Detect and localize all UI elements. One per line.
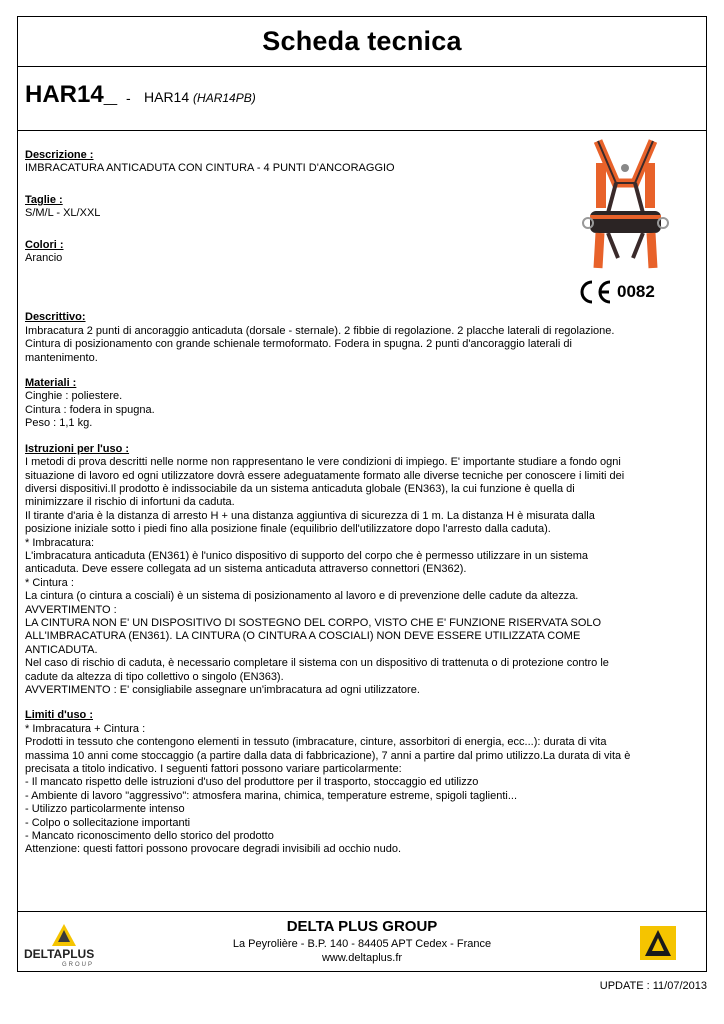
delta-triangle-icon bbox=[640, 926, 676, 960]
section-line: Peso : 1,1 kg. bbox=[25, 417, 93, 430]
section-line: - Il mancato rispetto delle istruzioni d'uso del produttore per il trasporto, stoccaggio ed utilizzo bbox=[25, 776, 479, 789]
section-heading: Istruzioni per l'uso : bbox=[25, 442, 130, 455]
section-line: ALL'IMBRACATURA (EN361). LA CINTURA (O CINTURA A COSCIALI) NON DEVE ESSERE UTILIZZATA COME bbox=[25, 630, 581, 643]
section-line: AVVERTIMENTO : bbox=[25, 603, 117, 616]
section-line: situazione di lavoro ed ogni utilizzatore dovrà essere adeguatamente formato alle diverse tecniche per conoscere i limiti dei bbox=[25, 469, 625, 482]
section-line: Arancio bbox=[25, 252, 63, 265]
section-line: * Cintura : bbox=[25, 576, 74, 589]
section-materiali bbox=[25, 377, 695, 431]
company-website[interactable]: www.deltaplus.fr bbox=[321, 952, 403, 964]
section-heading: Materiali : bbox=[25, 377, 77, 390]
section-line: - Mancato riconoscimento dello storico del prodotto bbox=[25, 830, 274, 843]
section-line: Cintura di posizionamento con grande schienale termoformato. Fodera in spugna. 2 punti d'ancoraggio laterali di bbox=[25, 338, 572, 351]
section-line: Cintura : fodera in spugna. bbox=[25, 403, 155, 416]
section-taglie bbox=[25, 194, 695, 221]
section-descrizione bbox=[25, 149, 695, 176]
section-line: Cinghie : poliestere. bbox=[25, 390, 123, 403]
section-line: La cintura (o cintura a cosciali) è un sistema di posizionamento al lavoro e di prevenzione delle cadute da altezza. bbox=[25, 590, 579, 603]
section-line: I metodi di prova descritti nelle norme non rappresentano le vere condizioni di impiego. E' importante studiare a fondo ogni bbox=[25, 456, 621, 469]
content-area bbox=[25, 133, 695, 857]
section-line: - Ambiente di lavoro "aggressivo": atmosfera marina, chimica, temperature estreme, spigoli taglienti... bbox=[25, 789, 518, 802]
section-line: mantenimento. bbox=[25, 351, 98, 364]
code-separator: - bbox=[126, 90, 131, 106]
section-line: Nel caso di rischio di caduta, è necessario completare il sistema con un dispositivo di trattenuta o di protezione contro le bbox=[25, 657, 609, 670]
datasheet-frame bbox=[17, 16, 707, 972]
section-line: - Utilizzo particolarmente intenso bbox=[25, 803, 185, 816]
section-line: minimizzare il rischio di infortuni da caduta. bbox=[25, 496, 235, 509]
section-line: Il tirante d'aria è la distanza di arresto H + una distanza aggiuntiva di sicurezza di 1 m. La distanza H è misurata dalla bbox=[25, 509, 595, 522]
section-descrittivo bbox=[25, 311, 695, 365]
section-heading: Taglie : bbox=[25, 193, 63, 206]
section-line: diversi dispositivi.Il prodotto è indissociabile da un sistema anticaduta globale (EN363), la cui funzione è quella di bbox=[25, 482, 575, 495]
company-name: DELTA PLUS GROUP bbox=[286, 918, 438, 935]
product-code-bar bbox=[18, 67, 706, 131]
logo-subtitle: GROUP bbox=[62, 962, 95, 968]
section-line: S/M/L - XL/XXL bbox=[25, 207, 101, 220]
section-heading: Descrittivo: bbox=[25, 311, 86, 324]
section-line: precisata a titolo indicativo. I seguenti fattori possono variare particolarmente: bbox=[25, 763, 402, 776]
section-limiti bbox=[25, 709, 695, 856]
section-line: * Imbracatura + Cintura : bbox=[25, 722, 146, 735]
section-line: L'imbracatura anticaduta (EN361) è l'unico dispositivo di supporto del corpo che è permesso utilizzare in un sistema bbox=[25, 549, 589, 562]
section-istruzioni bbox=[25, 443, 695, 698]
section-line: - Colpo o sollecitazione importanti bbox=[25, 816, 191, 829]
section-line: LA CINTURA NON E' UN DISPOSITIVO DI SOSTEGNO DEL CORPO, VISTO CHE E' FUNZIONE RISERVATA SOLO bbox=[25, 616, 602, 629]
section-line: IMBRACATURA ANTICADUTA CON CINTURA - 4 PUNTI D'ANCORAGGIO bbox=[25, 162, 395, 175]
section-line: Prodotti in tessuto che contengono elementi in tessuto (imbracature, cinture, assorbitori di energia, ecc...): durata di vita bbox=[25, 736, 607, 749]
section-line: Imbracatura 2 punti di ancoraggio anticaduta (dorsale - sternale). 2 fibbie di regolazione. 2 placche laterali di regolazione. bbox=[25, 324, 615, 337]
section-heading: Descrizione : bbox=[25, 149, 94, 161]
update-date: UPDATE : 11/07/2013 bbox=[599, 980, 707, 992]
alt-product-code bbox=[144, 89, 256, 105]
section-line: anticaduta. Deve essere collegata ad un sistema anticaduta attraverso connettori (EN362). bbox=[25, 563, 467, 576]
section-line: * Imbracatura: bbox=[25, 536, 95, 549]
section-line: cadute da altezza di tipo collettivo o singolo (EN363). bbox=[25, 670, 284, 683]
title-bar bbox=[18, 17, 706, 67]
section-line: AVVERTIMENTO : E' consigliabile assegnare un'imbracatura ad ogni utilizzatore. bbox=[25, 684, 420, 696]
section-line: ANTICADUTA. bbox=[25, 643, 98, 656]
section-line: Attenzione: questi fattori possono provocare degradi invisibili ad occhio nudo. bbox=[25, 843, 402, 856]
alt-code-text: HAR14 bbox=[144, 89, 190, 105]
section-colori bbox=[25, 239, 695, 266]
section-line: posizione iniziale sotto i piedi fino alla posizione finale (equilibrio dell'utilizzatore dopo l'arresto dalla caduta). bbox=[25, 523, 551, 536]
section-heading: Colori : bbox=[25, 238, 64, 251]
logo-wordmark: DELTAPLUS bbox=[24, 947, 95, 961]
alt-code-variant: (HAR14PB) bbox=[193, 91, 256, 105]
company-address: La Peyrolière - B.P. 140 - 84405 APT Cedex - France bbox=[232, 938, 492, 950]
section-line: massima 10 anni come stoccaggio (a partire dalla data di fabbricazione), 7 anni a partire dal primo utilizzo.La durata di vita è bbox=[25, 749, 631, 762]
notified-body-number: 0082 bbox=[617, 282, 655, 301]
footer bbox=[18, 911, 706, 972]
product-code: HAR14_ bbox=[25, 81, 118, 108]
section-heading: Limiti d'uso : bbox=[25, 709, 93, 722]
page-title: Scheda tecnica bbox=[262, 26, 462, 56]
